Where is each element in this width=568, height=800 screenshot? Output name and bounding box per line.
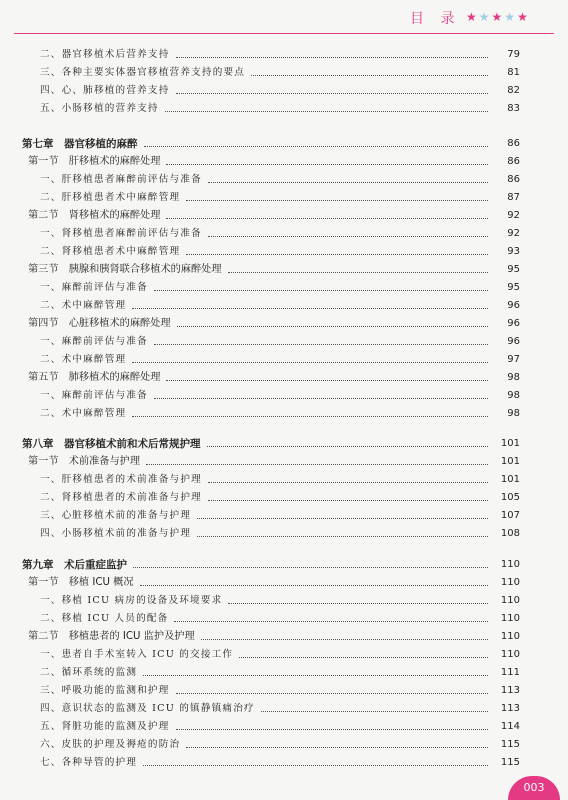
toc-entry-title: 四、心、肺移植的营养支持 xyxy=(40,85,170,96)
toc-entry-title: 二、术中麻醉管理 xyxy=(40,354,127,365)
toc-entry-title: 第九章 术后重症监护 xyxy=(22,559,127,571)
toc-entry-page: 110 xyxy=(500,559,520,570)
dot-leader xyxy=(146,464,488,465)
toc-entry xyxy=(0,298,568,314)
toc-entry-page: 81 xyxy=(507,67,520,78)
dot-leader xyxy=(132,416,488,417)
toc-entry-page: 108 xyxy=(500,528,520,539)
dot-leader xyxy=(186,254,488,255)
header-title: 目 录 xyxy=(410,11,461,27)
toc-entry-page: 110 xyxy=(500,649,520,660)
toc-entry-page: 101 xyxy=(500,474,520,485)
toc-entry xyxy=(0,683,568,699)
toc-entry-page: 87 xyxy=(507,192,520,203)
toc-entry xyxy=(0,755,568,771)
toc-entry-page: 101 xyxy=(500,438,520,449)
toc-entry-page: 110 xyxy=(500,631,520,642)
toc-entry-title: 五、肾脏功能的监测及护理 xyxy=(40,721,170,732)
star-icon: ★ xyxy=(491,10,504,24)
toc-entry-page: 115 xyxy=(500,739,520,750)
toc-entry-title: 二、肾移植患者的术前准备与护理 xyxy=(40,492,202,503)
header-rule xyxy=(14,33,554,34)
toc-entry xyxy=(0,629,568,645)
toc-entry-title: 第三节 胰腺和胰肾联合移植术的麻醉处理 xyxy=(28,264,222,275)
toc-entry-page: 95 xyxy=(507,264,520,275)
toc-entry-title: 四、小肠移植术前的准备与护理 xyxy=(40,528,192,539)
toc-entry xyxy=(0,719,568,735)
toc-entry-title: 四、意识状态的监测及 ICU 的镇静镇痛治疗 xyxy=(40,703,255,714)
decorative-stars xyxy=(466,10,530,24)
toc-entry xyxy=(0,388,568,404)
dot-leader xyxy=(208,500,488,501)
dot-leader xyxy=(132,308,488,309)
toc-entry-page: 83 xyxy=(507,103,520,114)
dot-leader xyxy=(143,675,488,676)
toc-entry-title: 二、循环系统的监测 xyxy=(40,667,138,678)
toc-entry-title: 一、麻醉前评估与准备 xyxy=(40,282,148,293)
toc-entry-page: 114 xyxy=(500,721,520,732)
toc-entry-title: 一、肝移植患者的术前准备与护理 xyxy=(40,474,202,485)
toc-entry xyxy=(0,737,568,753)
toc-entry xyxy=(0,226,568,242)
toc-entry-title: 五、小肠移植的营养支持 xyxy=(40,103,159,114)
toc-entry-page: 79 xyxy=(507,49,520,60)
toc-entry-page: 111 xyxy=(500,667,520,678)
toc-entry-title: 二、肝移植患者术中麻醉管理 xyxy=(40,192,181,203)
dot-leader xyxy=(132,362,488,363)
dot-leader xyxy=(176,93,488,94)
dot-leader xyxy=(154,290,488,291)
toc-entry-title: 第一节 术前准备与护理 xyxy=(28,456,141,467)
toc-entry xyxy=(0,647,568,663)
toc-entry-title: 三、各种主要实体器官移植营养支持的要点 xyxy=(40,67,246,78)
toc-entry-title: 二、肾移植患者术中麻醉管理 xyxy=(40,246,181,257)
toc-entry-page: 92 xyxy=(507,210,520,221)
toc-entry xyxy=(0,454,568,470)
toc-entry-page: 113 xyxy=(500,685,520,696)
toc-entry xyxy=(0,280,568,296)
toc-entry xyxy=(0,208,568,224)
toc-entry-title: 一、肝移植患者麻醉前评估与准备 xyxy=(40,174,202,185)
toc-entry-page: 110 xyxy=(500,595,520,606)
toc-entry xyxy=(0,316,568,332)
toc-entry xyxy=(0,611,568,627)
dot-leader xyxy=(197,518,488,519)
toc-entry-page: 96 xyxy=(507,318,520,329)
toc-entry xyxy=(0,154,568,170)
toc-entry-page: 98 xyxy=(507,408,520,419)
dot-leader xyxy=(176,729,488,730)
dot-leader xyxy=(239,657,488,658)
dot-leader xyxy=(207,446,488,447)
toc-entry-page: 105 xyxy=(500,492,520,503)
toc-entry-title: 三、心脏移植术前的准备与护理 xyxy=(40,510,192,521)
toc-entry-page: 110 xyxy=(500,577,520,588)
page-number-badge xyxy=(508,776,560,800)
toc-entry-title: 七、各种导管的护理 xyxy=(40,757,138,768)
toc-entry xyxy=(0,406,568,422)
toc-entry-page: 92 xyxy=(507,228,520,239)
dot-leader xyxy=(154,398,488,399)
toc-entry-page: 113 xyxy=(500,703,520,714)
toc-entry-page: 95 xyxy=(507,282,520,293)
dot-leader xyxy=(251,75,488,76)
toc-entry-page: 86 xyxy=(507,156,520,167)
toc-entry xyxy=(0,526,568,542)
star-icon: ★ xyxy=(466,10,478,24)
toc-entry-page: 98 xyxy=(507,372,520,383)
toc-entry-page: 82 xyxy=(507,85,520,96)
dot-leader xyxy=(143,765,488,766)
toc-entry-page: 96 xyxy=(507,336,520,347)
dot-leader xyxy=(208,182,488,183)
dot-leader xyxy=(140,585,488,586)
dot-leader xyxy=(166,380,488,381)
toc-entry-title: 第二节 肾移植术的麻醉处理 xyxy=(28,210,161,221)
dot-leader xyxy=(174,621,488,622)
toc-entry xyxy=(0,83,568,99)
toc-entry xyxy=(0,490,568,506)
toc-entry-title: 第一节 肝移植术的麻醉处理 xyxy=(28,156,161,167)
toc-entry-page: 93 xyxy=(507,246,520,257)
toc-entry-page: 115 xyxy=(500,757,520,768)
toc-entry xyxy=(0,436,568,452)
dot-leader xyxy=(197,536,488,537)
star-icon: ★ xyxy=(504,10,517,24)
toc-entry-title: 二、术中麻醉管理 xyxy=(40,300,127,311)
dot-leader xyxy=(133,567,488,568)
toc-entry-page: 98 xyxy=(507,390,520,401)
toc-entry-title: 六、皮肤的护理及褥疮的防治 xyxy=(40,739,181,750)
toc-entry-title: 第四节 心脏移植术的麻醉处理 xyxy=(28,318,171,329)
toc-entry-page: 86 xyxy=(507,138,520,149)
toc-entry xyxy=(0,352,568,368)
dot-leader xyxy=(154,344,488,345)
toc-entry-title: 一、移植 ICU 病房的设备及环境要求 xyxy=(40,595,223,606)
toc-entry xyxy=(0,472,568,488)
page-header xyxy=(0,0,568,40)
star-icon: ★ xyxy=(478,10,491,24)
toc-entry-title: 第五节 肺移植术的麻醉处理 xyxy=(28,372,161,383)
toc-entry xyxy=(0,172,568,188)
toc-entry-page: 110 xyxy=(500,613,520,624)
toc-entry-title: 一、麻醉前评估与准备 xyxy=(40,390,148,401)
dot-leader xyxy=(165,111,488,112)
toc-entry xyxy=(0,508,568,524)
toc-entry-title: 第七章 器官移植的麻醉 xyxy=(22,138,138,150)
toc-entry xyxy=(0,575,568,591)
dot-leader xyxy=(208,482,488,483)
toc-entry xyxy=(0,65,568,81)
toc-entry xyxy=(0,101,568,117)
toc-entry-title: 二、移植 ICU 人员的配备 xyxy=(40,613,169,624)
toc-entry-title: 三、呼吸功能的监测和护理 xyxy=(40,685,170,696)
dot-leader xyxy=(261,711,488,712)
dot-leader xyxy=(201,639,488,640)
toc-entry xyxy=(0,665,568,681)
toc-entry xyxy=(0,593,568,609)
toc-entry-page: 97 xyxy=(507,354,520,365)
dot-leader xyxy=(176,57,488,58)
star-icon: ★ xyxy=(517,10,529,24)
toc-entry xyxy=(0,262,568,278)
dot-leader xyxy=(166,164,488,165)
dot-leader xyxy=(208,236,488,237)
dot-leader xyxy=(144,146,488,147)
toc-entry xyxy=(0,244,568,260)
dot-leader xyxy=(176,693,488,694)
toc-entry-title: 一、麻醉前评估与准备 xyxy=(40,336,148,347)
toc-entry-page: 101 xyxy=(500,456,520,467)
toc-entry-title: 第八章 器官移植术前和术后常规护理 xyxy=(22,438,201,450)
toc-entry-page: 107 xyxy=(500,510,520,521)
dot-leader xyxy=(186,747,488,748)
toc-entry-page: 96 xyxy=(507,300,520,311)
dot-leader xyxy=(228,603,488,604)
toc-entry-page: 86 xyxy=(507,174,520,185)
page-number: 003 xyxy=(523,781,545,794)
toc-entry-title: 二、器官移植术后营养支持 xyxy=(40,49,170,60)
dot-leader xyxy=(177,326,488,327)
toc-entry xyxy=(0,190,568,206)
toc-entry-title: 第二节 移植患者的 ICU 监护及护理 xyxy=(28,631,195,642)
toc-entry xyxy=(0,370,568,386)
dot-leader xyxy=(166,218,488,219)
toc-entry xyxy=(0,557,568,573)
toc-entry xyxy=(0,47,568,63)
toc-entry-title: 二、术中麻醉管理 xyxy=(40,408,127,419)
toc-entry xyxy=(0,334,568,350)
dot-leader xyxy=(186,200,488,201)
dot-leader xyxy=(228,272,488,273)
toc-entry xyxy=(0,701,568,717)
toc-entry-title: 第一节 移植 ICU 概况 xyxy=(28,577,134,588)
toc-entry-title: 一、肾移植患者麻醉前评估与准备 xyxy=(40,228,202,239)
toc-entry xyxy=(0,136,568,152)
toc-entry-title: 一、患者自手术室转入 ICU 的交接工作 xyxy=(40,649,234,660)
